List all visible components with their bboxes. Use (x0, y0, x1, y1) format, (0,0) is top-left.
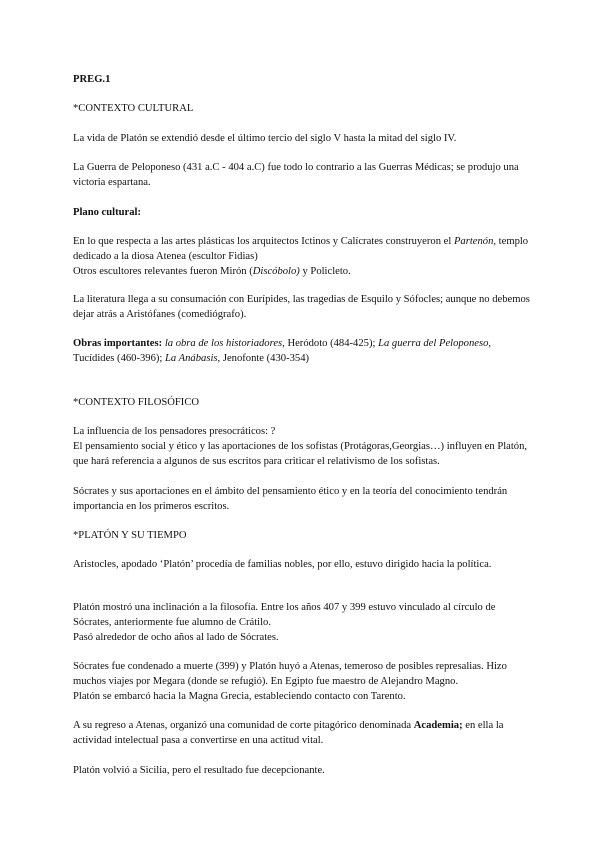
text-obras-herodoto: Heródoto (484-425); (284, 338, 379, 349)
heading-contexto-filosofico: *CONTEXTO FILOSÓFICO (73, 397, 200, 408)
paragraph-guerra-peloponeso: La Guerra de Peloponeso (431 a.C - 404 a.C) fue todo lo contrario a las Guerras Médicas; se produjo una victoria espartana. (73, 162, 519, 188)
text-obras-anabasis: La Anábasis, (165, 353, 221, 364)
paragraph-vida-platon: La vida de Platón se extendió desde el último tercio del siglo V hasta la mitad del siglo IV. (73, 133, 457, 144)
text-academia-c: en ella la actividad intelectual pasa a convertirse en una actitud vital. (73, 720, 504, 746)
text-obras-tucidides: Tucídides (460-396); (73, 353, 166, 364)
heading-platon-tiempo: *PLATÓN Y SU TIEMPO (73, 530, 187, 541)
text-obras-jenofonte: Jenofonte (430-354) (220, 353, 310, 364)
paragraph-ocho-anos: Pasó alrededor de ocho años al lado de Sócrates. (73, 632, 279, 643)
paragraph-socrates-condenado: Sócrates fue condenado a muerte (399) y Platón huyó a Atenas, temeroso de posibles represalias. Hizo muchos viajes por Megara (donde se refugió). En Egipto fue maestro de Alejandro Magno. (73, 661, 507, 687)
paragraph-magna-grecia: Platón se embarcó hacia la Magna Grecia, estableciendo contacto con Tarento. (73, 691, 406, 702)
paragraph-sicilia: Platón volvió a Sicilia, pero el resultado fue decepcionante. (73, 765, 325, 776)
text-obras-historiadores: la obra de los historiadores, (162, 338, 285, 349)
text-escultores-c: y Policleto. (299, 266, 351, 277)
text-escultores-a: Otros escultores relevantes fueron Mirón ( (73, 266, 253, 277)
heading-contexto-cultural: *CONTEXTO CULTURAL (73, 103, 194, 114)
paragraph-aristocles: Aristocles, apodado ‘Platón’ procedía de familias nobles, por ello, estuvo dirigido hacia la política. (73, 559, 492, 570)
text-partenon: Partenón, (453, 236, 497, 247)
text-discobolo: Discóbolo) (252, 266, 300, 277)
text-academia-name: Academia; (413, 720, 463, 731)
text-artes-a: En lo que respecta a las artes plásticas los arquitectos Ictinos y Calícrates construyeron el (73, 236, 454, 247)
paragraph-socrates-aportaciones: Sócrates y sus aportaciones en el ámbito del pensamiento ético y en la teoría del conocimiento tendrán importancia en los primeros escritos. (73, 486, 508, 512)
paragraph-sofistas: El pensamiento social y ético y las aportaciones de los sofistas (Protágoras,Georgias…) influyen en Platón, que hará referencia a algunos de sus escritos para criticar el relativismo de los sofistas. (73, 441, 528, 467)
heading-plano-cultural: Plano cultural: (73, 207, 141, 218)
paragraph-artes-plasticas (73, 234, 533, 264)
text-academia-a: A su regreso a Atenas, organizó una comunidad de corte pitagórico denominada (73, 720, 414, 731)
question-label: PREG.1 (73, 74, 111, 85)
text-artes-c: templo dedicado a la diosa Atenea (escultor Fidias) (73, 236, 529, 262)
text-obras-guerra: La guerra del Peloponeso, (378, 338, 492, 349)
paragraph-literatura: La literatura llega a su consumación con Eurípides, las tragedias de Esquilo y Sófocles; aunque no debemos dejar atrás a Aristófanes (comediógrafo). (73, 294, 530, 320)
paragraph-academia (73, 718, 533, 748)
paragraph-inclinacion-filosofia: Platón mostró una inclinación a la filosofía. Entre los años 407 y 399 estuvo vinculado al círculo de Sócrates, anteriormente fue alumno de Crátilo. (73, 602, 496, 628)
paragraph-presocraticos: La influencia de los pensadores presocráticos: ? (73, 426, 276, 437)
paragraph-obras-importantes (73, 336, 533, 366)
text-obras-label: Obras importantes: (73, 338, 163, 349)
paragraph-otros-escultores (73, 264, 533, 279)
